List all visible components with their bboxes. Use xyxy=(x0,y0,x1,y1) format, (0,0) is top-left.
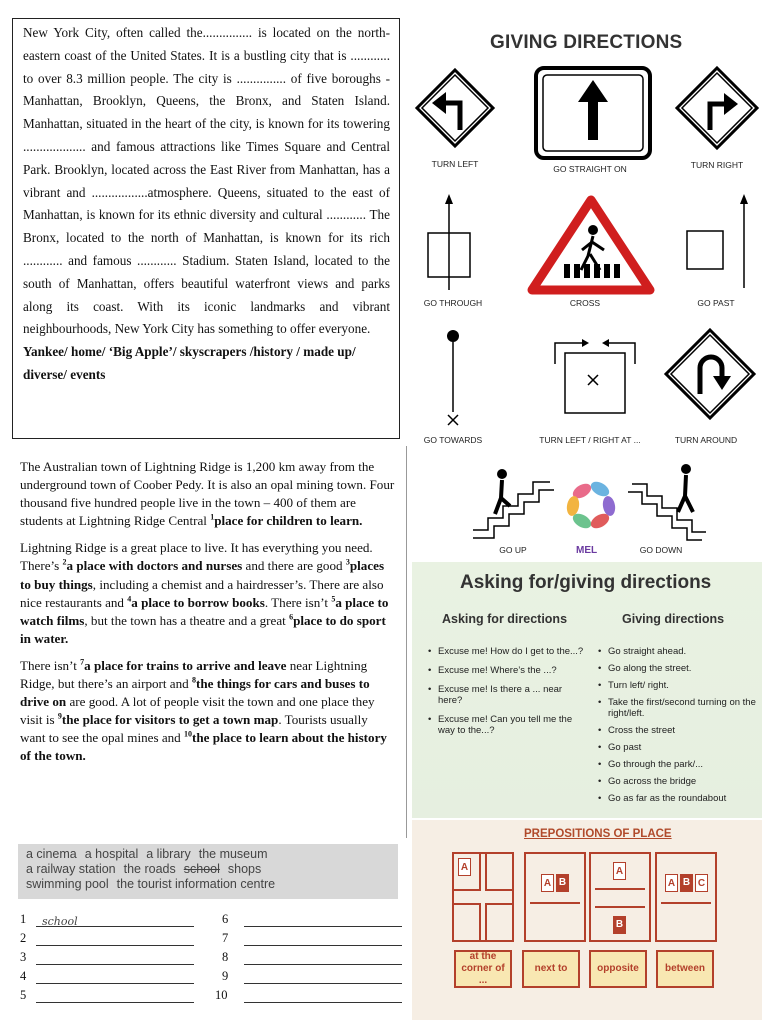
nyc-word-list: Yankee/ home/ ‘Big Apple’/ skyscrapers /history / made up/ diverse/ events xyxy=(23,344,356,382)
giving-item: • Turn left/ right. xyxy=(598,680,758,691)
cross-icon xyxy=(532,200,650,290)
label-go-down: GO DOWN xyxy=(639,545,683,555)
answer-line-9[interactable]: 9 xyxy=(222,969,402,984)
turn-left-icon xyxy=(417,70,493,146)
giving-item: • Go through the park/... xyxy=(598,759,758,770)
turn-at-icon xyxy=(555,339,635,413)
asking-item: • Excuse me! Can you tell me the way to the...? xyxy=(428,714,586,736)
go-past-icon xyxy=(687,194,748,288)
giving-list xyxy=(598,646,758,804)
giving-item: • Go past xyxy=(598,742,758,753)
giving-item: • Go across the bridge xyxy=(598,776,758,787)
answer-line-3[interactable]: 3 xyxy=(20,950,194,965)
mel-logo-text: MEL xyxy=(576,545,598,556)
label-turn-right: TURN RIGHT xyxy=(690,160,744,170)
answer-line-6[interactable]: 6 xyxy=(222,912,402,927)
between-diagram: A B C xyxy=(655,852,717,942)
nyc-paragraph: New York City, often called the............... is located on the north-eastern coast of the United States. It is a bustling city that is ............ to over 8.3 million people. The city is ............... of five boroughs - Manhattan, Brooklyn, Queens, the Bronx, and Staten Island. Manhattan, situated in the heart of the city, is known for its towering ................... and famous attractions like Times Square and Central Park. Brooklyn, located across the East River from Manhattan, has a vibrant and .................atmosphere. Queens, situated to the east of Manhattan, is known for its ethnic diversity and cultural ............ The Bronx, located to the north of Manhattan, is known for its rich ............ and famous ............ Stadium. Staten Island, located to the south of Manhattan, offers beautiful waterfront views and parks along its coast. With its iconic landmarks and vibrant neighbourhoods, New York City has something to offer everyone. xyxy=(23,25,390,337)
giving-column-header: Giving directions xyxy=(622,612,725,626)
label-turn-around: TURN AROUND xyxy=(674,435,738,445)
lightning-ridge-text xyxy=(20,458,396,775)
answer-line-7[interactable]: 7 xyxy=(222,931,402,946)
label-go-up: GO UP xyxy=(499,545,527,555)
word-bank: a cinema a hospital a library the museum a railway station the roads school shops swimming pool the tourist information centre xyxy=(18,844,398,899)
giving-item: • Take the first/second turning on the right/left. xyxy=(598,697,758,719)
asking-item: • Excuse me! Where’s the ...? xyxy=(428,665,586,676)
label-go-straight: GO STRAIGHT ON xyxy=(553,164,627,174)
answer-line-2[interactable]: 2 xyxy=(20,931,194,946)
direction-signs xyxy=(410,18,762,558)
corner-diagram: A xyxy=(452,852,514,942)
go-straight-icon xyxy=(536,68,650,158)
label-go-towards: GO TOWARDS xyxy=(423,435,483,445)
giving-item: • Cross the street xyxy=(598,725,758,736)
go-towards-icon xyxy=(447,330,459,425)
answer-line-5[interactable]: 5 xyxy=(20,988,194,1003)
answer-line-4[interactable]: 4 xyxy=(20,969,194,984)
asking-item: • Excuse me! Is there a ... near here? xyxy=(428,684,586,706)
asking-item: • Excuse me! How do I get to the...? xyxy=(428,646,586,657)
giving-item: • Go along the street. xyxy=(598,663,758,674)
answer-line-10[interactable]: 10 xyxy=(215,988,402,1003)
label-turn-at: TURN LEFT / RIGHT AT ... xyxy=(539,435,641,445)
prepositions-title: PREPOSITIONS OF PLACE xyxy=(524,828,672,840)
caption-at-the-corner: at the corner of ... xyxy=(454,950,512,988)
answer-line-1[interactable]: 1 school xyxy=(20,912,194,927)
asking-list xyxy=(428,646,586,736)
next-to-diagram: A B xyxy=(524,852,586,942)
asking-directions-panel xyxy=(412,562,762,818)
caption-next-to: next to xyxy=(522,950,580,988)
ridge-paragraph-1: The Australian town of Lightning Ridge is 1,200 km away from the underground town of Coober Pedy. It is also an opal mining town. Four thousand five hundred people live in the town – 400 of them are students at Lightning Ridge Central $^1$place for children to learn. xyxy=(20,459,395,529)
caption-opposite: opposite xyxy=(589,950,647,988)
turn-right-icon xyxy=(677,68,757,148)
nyc-text-box xyxy=(12,18,400,439)
label-turn-left: TURN LEFT xyxy=(431,159,479,169)
label-go-past: GO PAST xyxy=(697,298,735,308)
go-up-icon xyxy=(473,469,554,538)
giving-directions-panel xyxy=(410,18,762,558)
giving-item: • Go straight ahead. xyxy=(598,646,758,657)
caption-between: between xyxy=(656,950,714,988)
ridge-paragraph-3: There isn’t $^7$a place for trains to arrive and leave near Lightning Ridge, but there’s an airport and $^8$the things for cars and buses to drive on are good. A lot of people visit the town and one place they visit is $^9$the place for visitors to get a town map. Tourists usually want to see the opal mines and $^{10}$the place to learn about the history of the town. xyxy=(20,657,387,764)
go-through-icon xyxy=(428,194,470,290)
turn-around-icon xyxy=(666,330,754,418)
go-down-icon xyxy=(628,464,706,540)
prepositions-panel xyxy=(412,820,762,1020)
giving-item: • Go as far as the roundabout xyxy=(598,793,758,804)
directions-title: GIVING DIRECTIONS xyxy=(490,32,683,53)
ridge-paragraph-2: Lightning Ridge is a great place to live. It has everything you need. There’s $^2$a place with doctors and nurses and there are good $^3$places to buy things, including a chemist and a hairdresser’s. There are also nice restaurants and $^4$a place to borrow books. There isn’t $^5$a place to watch films, but the town has a theatre and a great $^6$place to do sport in water. xyxy=(20,540,389,646)
label-go-through: GO THROUGH xyxy=(423,298,483,308)
asking-title: Asking for/giving directions xyxy=(460,572,712,593)
asking-column-header: Asking for directions xyxy=(442,612,568,626)
opposite-diagram: A B xyxy=(589,852,651,942)
answer-line-8[interactable]: 8 xyxy=(222,950,402,965)
corner-streets-icon xyxy=(452,852,514,942)
label-cross: CROSS xyxy=(569,298,601,308)
